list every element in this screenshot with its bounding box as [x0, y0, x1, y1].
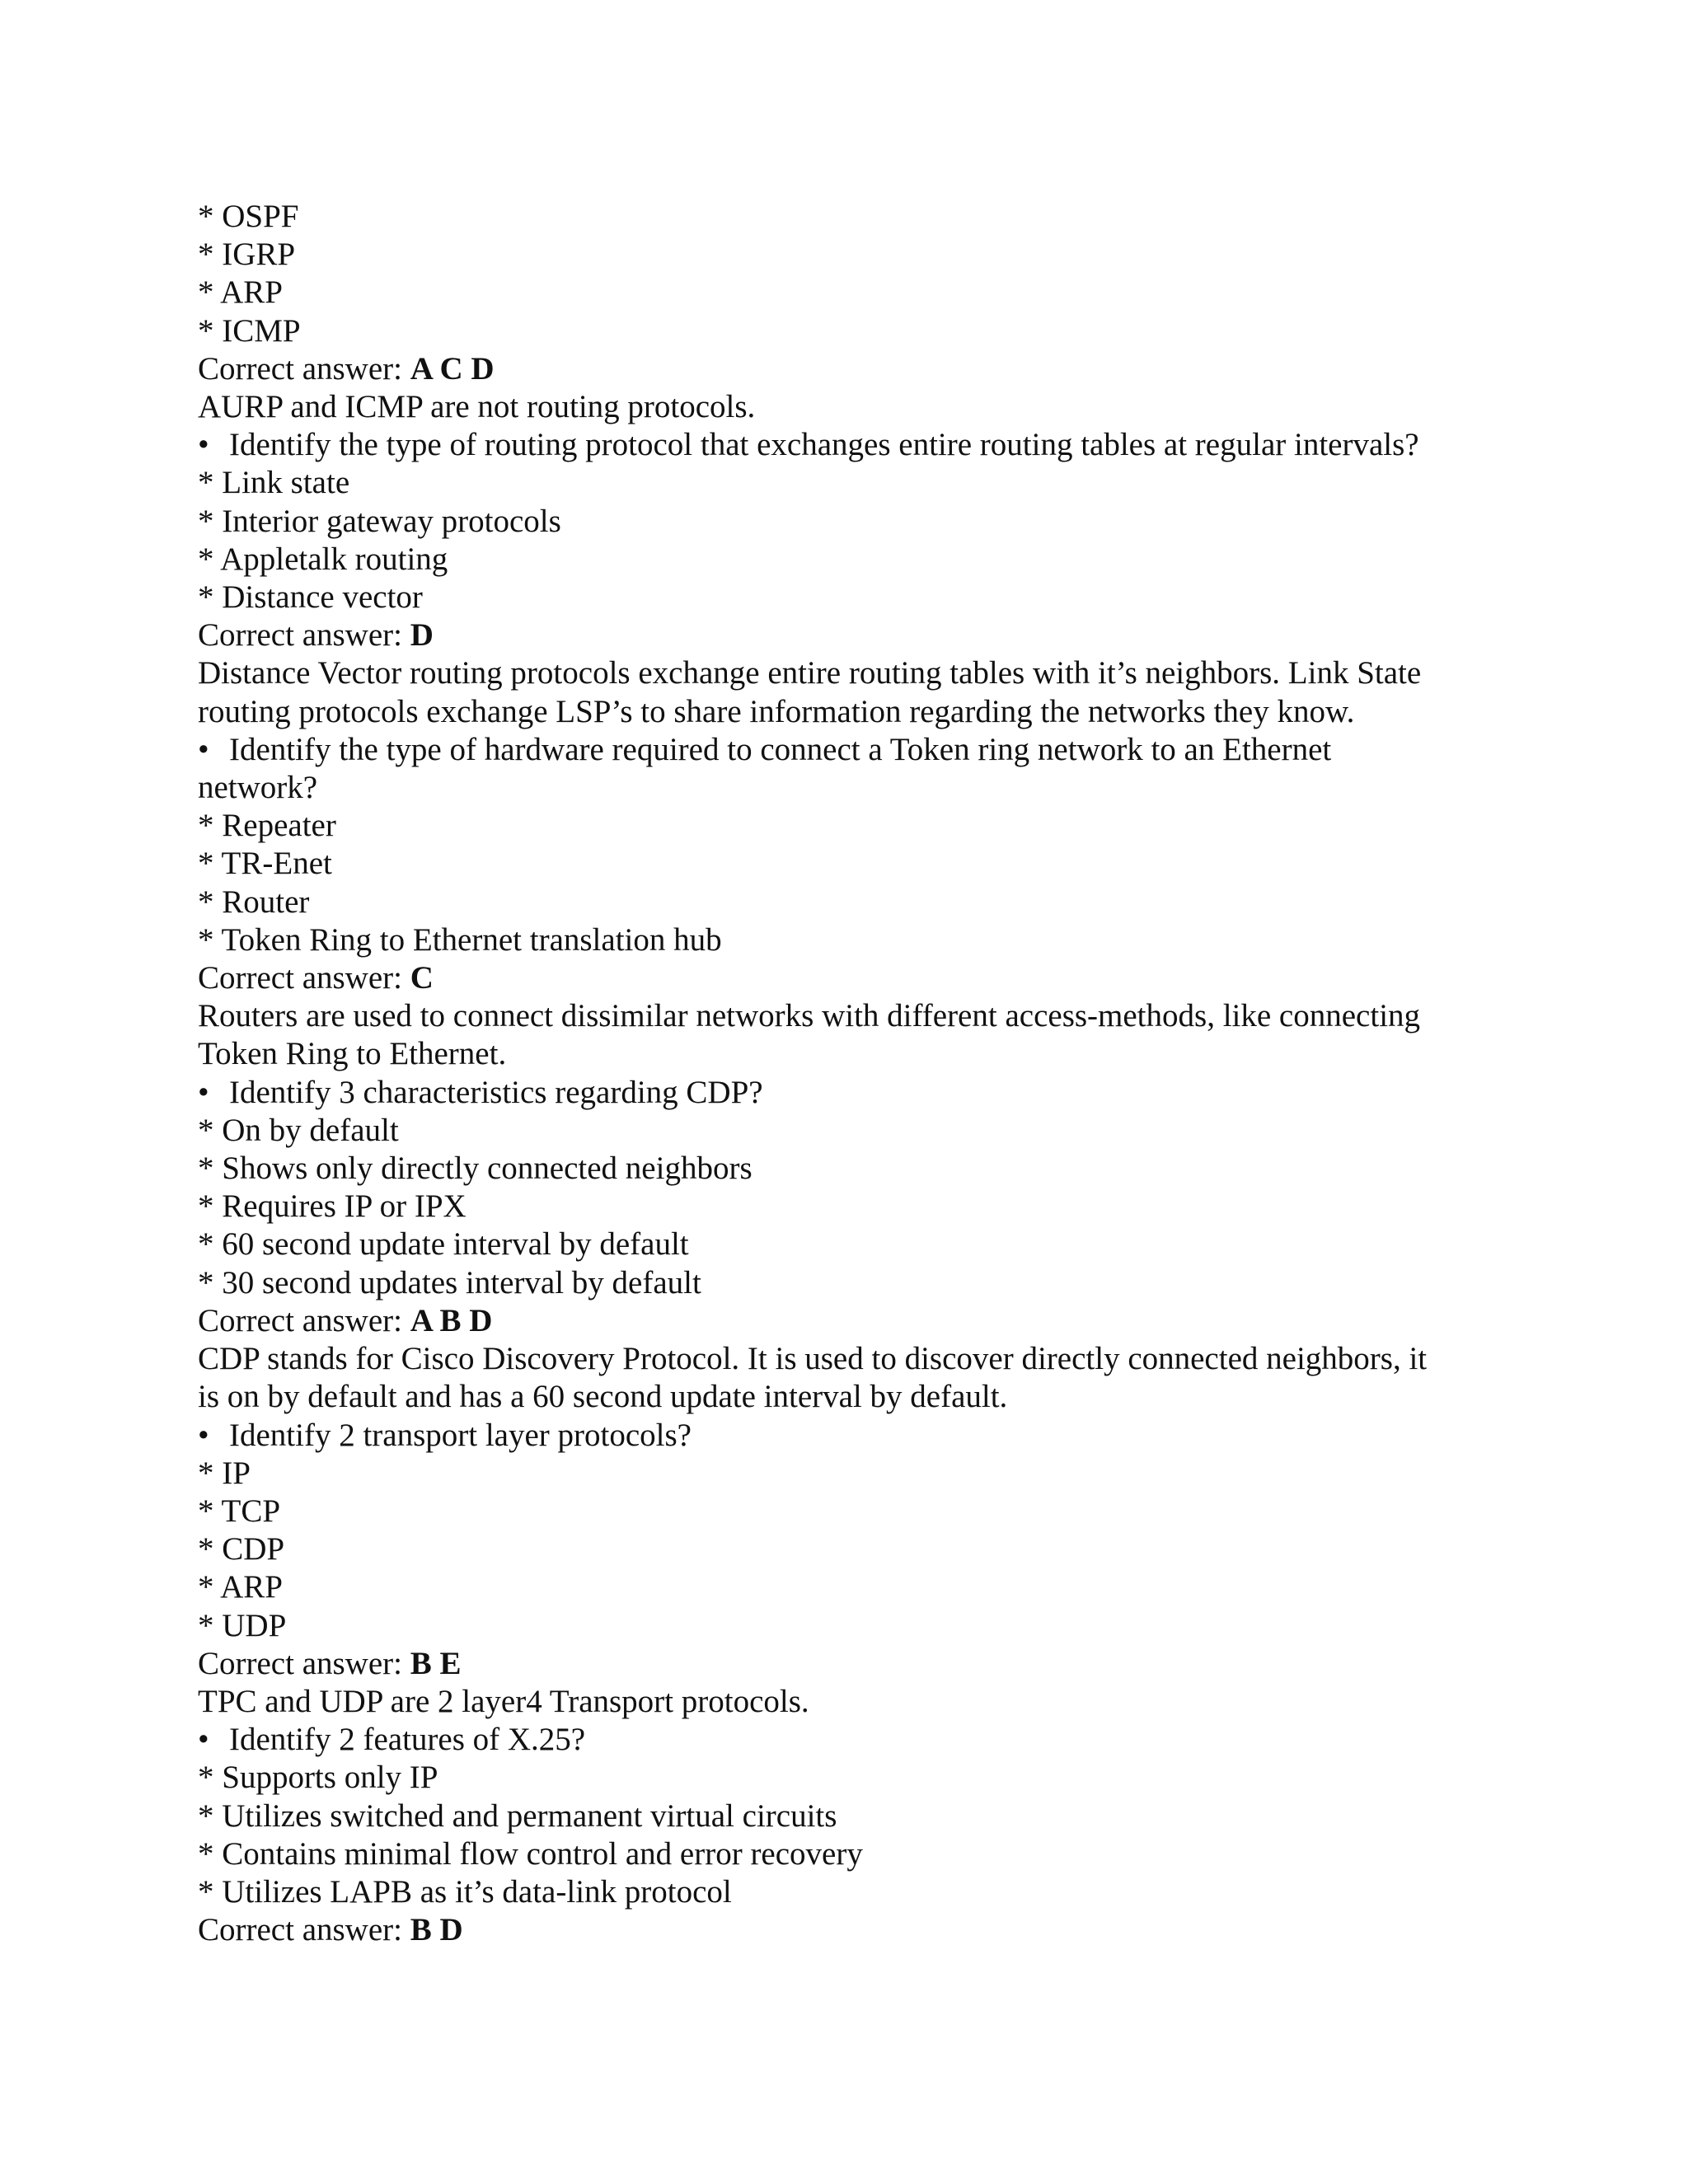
correct-answer-line — [198, 616, 1484, 654]
option-line: * Utilizes LAPB as it’s data-link protocol — [198, 1873, 732, 1910]
question-line — [198, 731, 1484, 769]
question-line — [198, 1417, 1484, 1455]
option-line: * UDP — [198, 1607, 287, 1643]
option-line: * OSPF — [198, 199, 299, 234]
option-line: * On by default — [198, 1112, 399, 1148]
explanation-line: is on by default and has a 60 second update interval by default. — [198, 1379, 1008, 1415]
option-line: * Interior gateway protocols — [198, 503, 561, 539]
answer-letters: B E — [410, 1645, 462, 1681]
option-line: * 30 second updates interval by default — [198, 1264, 701, 1301]
option-line: * Link state — [198, 465, 350, 501]
answer-prefix: Correct answer: — [198, 960, 410, 996]
bullet-icon: • — [198, 731, 209, 767]
explanation-line: Distance Vector routing protocols exchange entire routing tables with it’s neighbors. Link State — [198, 655, 1422, 691]
option-line: * Appletalk routing — [198, 541, 448, 577]
answer-letters: B D — [410, 1912, 463, 1948]
question-block — [198, 731, 1484, 1074]
question-line-continued: network? — [198, 770, 318, 806]
bullet-icon: • — [198, 427, 209, 463]
correct-answer-line — [198, 1302, 1484, 1340]
option-line: * ICMP — [198, 312, 301, 349]
explanation-line: Token Ring to Ethernet. — [198, 1036, 507, 1072]
option-line: * Token Ring to Ethernet translation hub — [198, 921, 722, 958]
option-line: * Requires IP or IPX — [198, 1188, 467, 1225]
answer-letters: D — [410, 617, 434, 654]
option-line: * Repeater — [198, 808, 336, 844]
bullet-icon: • — [198, 1417, 209, 1453]
question-text: Identify 2 features of X.25? — [229, 1722, 586, 1758]
explanation-line: TPC and UDP are 2 layer4 Transport protocols. — [198, 1683, 809, 1719]
answer-letters: A C D — [410, 350, 495, 387]
correct-answer-line — [198, 959, 1484, 997]
option-line: * Utilizes switched and permanent virtual circuits — [198, 1797, 837, 1834]
explanation-line: AURP and ICMP are not routing protocols. — [198, 389, 756, 425]
option-line: * ARP — [198, 274, 283, 311]
explanation-line: Routers are used to connect dissimilar networks with different access-methods, like connecting — [198, 998, 1421, 1034]
option-line: * Shows only directly connected neighbors — [198, 1151, 753, 1187]
document-page — [198, 198, 1484, 1949]
question-text: Identify the type of hardware required to connect a Token ring network to an Ethernet — [229, 731, 1332, 767]
option-line: * IP — [198, 1455, 251, 1491]
bullet-icon: • — [198, 1074, 209, 1110]
option-line: * TCP — [198, 1493, 281, 1529]
answer-prefix: Correct answer: — [198, 1302, 410, 1338]
question-text: Identify 3 characteristics regarding CDP? — [229, 1074, 763, 1110]
correct-answer-line — [198, 1911, 1484, 1949]
answer-prefix: Correct answer: — [198, 350, 410, 387]
question-line — [198, 1074, 1484, 1112]
correct-answer-line — [198, 350, 1484, 388]
question-text: Identify the type of routing protocol that exchanges entire routing tables at regular intervals? — [229, 427, 1419, 463]
intro-block — [198, 198, 1484, 426]
bullet-icon: • — [198, 1722, 209, 1758]
answer-letters: C — [410, 960, 434, 996]
option-line: * IGRP — [198, 237, 296, 273]
answer-letters: A B D — [410, 1302, 493, 1338]
option-line: * ARP — [198, 1569, 283, 1605]
option-line: * Contains minimal flow control and error recovery — [198, 1835, 863, 1872]
question-block — [198, 1417, 1484, 1722]
question-block — [198, 1074, 1484, 1417]
option-line: * Supports only IP — [198, 1760, 438, 1796]
explanation-line: routing protocols exchange LSP’s to share information regarding the networks they know. — [198, 693, 1355, 729]
option-line: * 60 second update interval by default — [198, 1226, 689, 1263]
question-text: Identify 2 transport layer protocols? — [229, 1417, 692, 1453]
explanation-line: CDP stands for Cisco Discovery Protocol. It is used to discover directly connected neighbors, it — [198, 1341, 1428, 1377]
option-line: * Router — [198, 883, 310, 920]
option-line: * Distance vector — [198, 579, 423, 616]
question-block — [198, 1721, 1484, 1949]
answer-prefix: Correct answer: — [198, 1912, 410, 1948]
question-line — [198, 426, 1484, 464]
option-line: * CDP — [198, 1531, 285, 1568]
question-line — [198, 1721, 1484, 1759]
correct-answer-line — [198, 1645, 1484, 1683]
question-block — [198, 426, 1484, 731]
answer-prefix: Correct answer: — [198, 1645, 410, 1681]
answer-prefix: Correct answer: — [198, 617, 410, 654]
option-line: * TR-Enet — [198, 846, 332, 882]
